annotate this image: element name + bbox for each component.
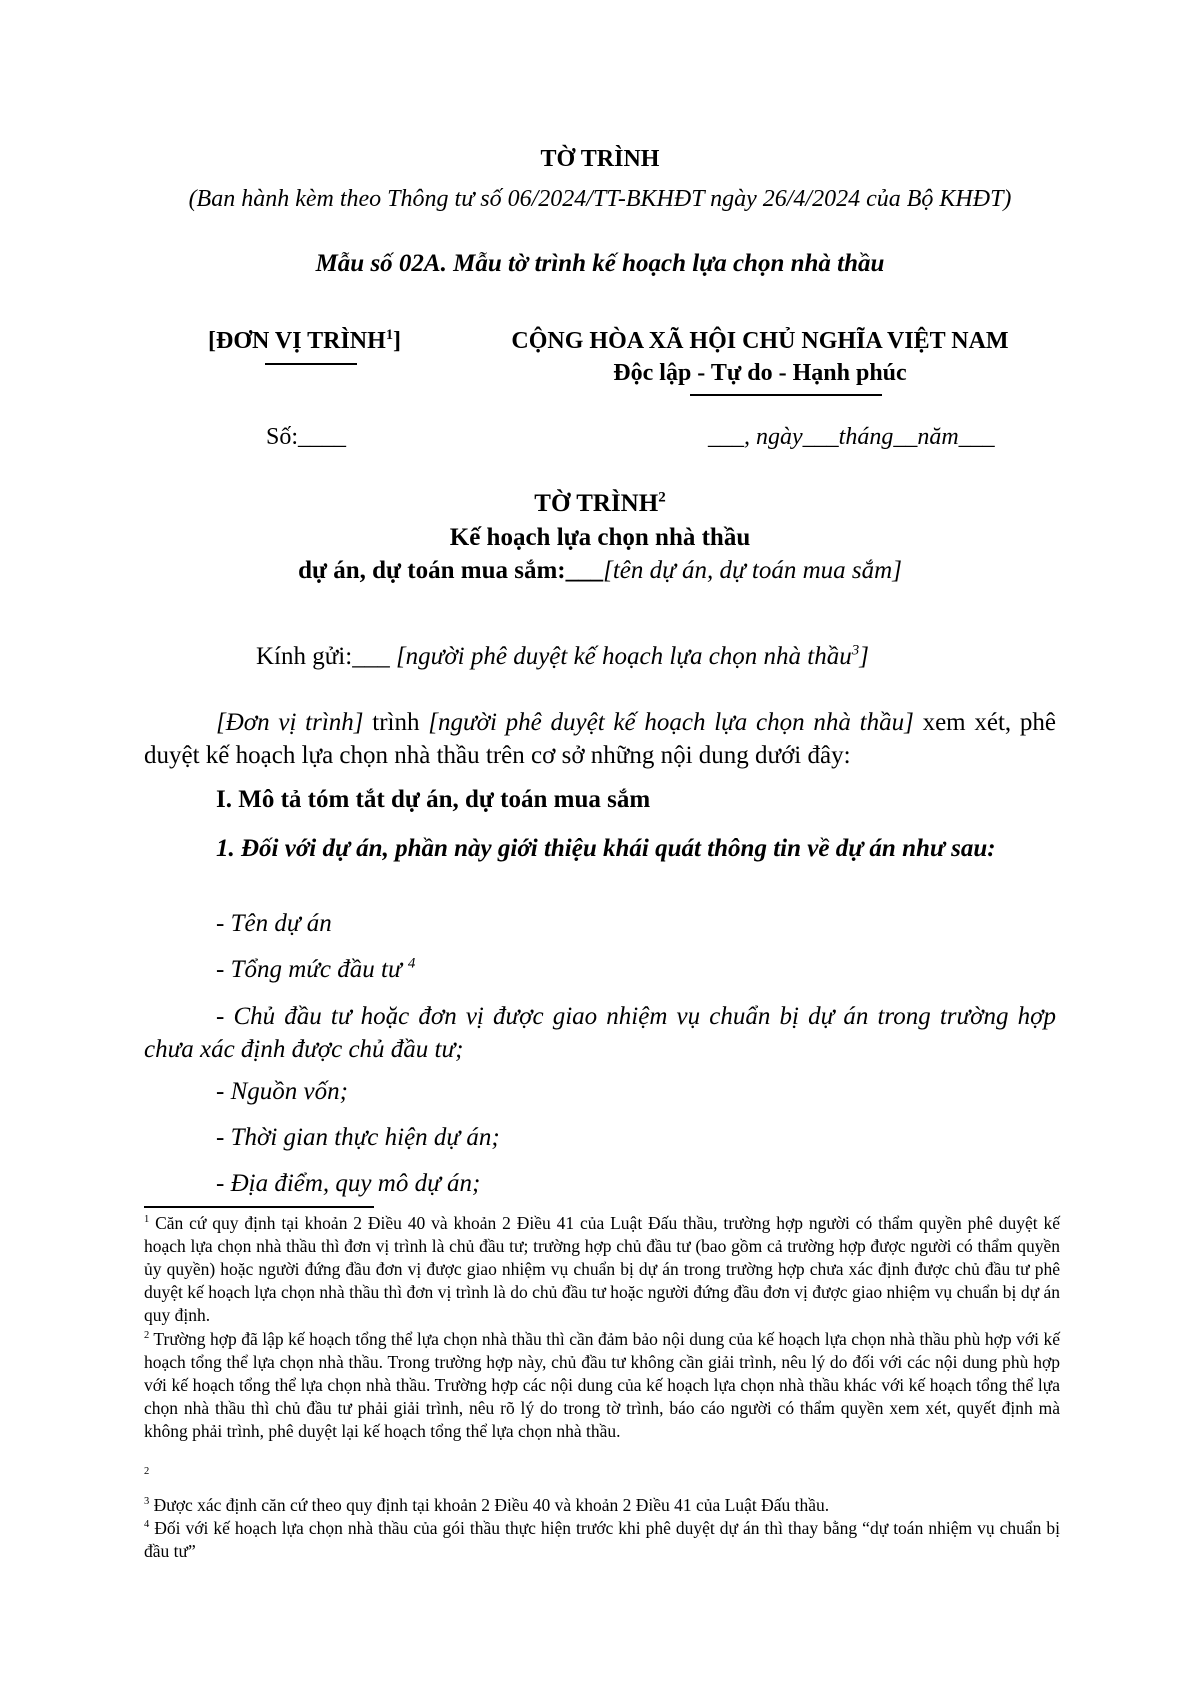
page-title: TỜ TRÌNH xyxy=(540,146,660,172)
list-item: - Chủ đầu tư hoặc đơn vị được giao nhiệm vụ chuẩn bị dự án trong trường hợp chưa xác định được chủ đầu tư; xyxy=(144,1003,1056,1063)
list-item: - Tổng mức đầu tư $^4$ xyxy=(216,955,416,983)
doc-subject: Kế hoạch lựa chọn nhà thầu xyxy=(449,524,751,551)
footnote-1: $^1$ Căn cứ quy định tại khoản 2 Điều 40 và khoản 2 Điều 41 của Luật Đấu thầu, trường hợp người có thẩm quyền phê duyệt kế hoạch lựa chọn nhà thầu thì đơn vị trình là chủ đầu tư; trường hợp chủ đầu tư (bao gồm cả trường hợp được người có thẩm quyền ủy quyền) hoặc người đứng đầu đơn vị được giao nhiệm vụ chuẩn bị dự án trong trường hợp chưa xác định được chủ đầu tư phê duyệt kế hoạch lựa chọn nhà thầu thì đơn vị trình là do chủ đầu tư hoặc người đứng đầu đơn vị được giao nhiệm vụ chuẩn bị dự án quy định. xyxy=(144,1213,1060,1325)
footnote-2: $^2$ Trường hợp đã lập kế hoạch tổng thể lựa chọn nhà thầu thì cần đảm bảo nội dung của kế hoạch lựa chọn nhà thầu phù hợp với kế hoạch tổng thể lựa chọn nhà thầu. Trong trường hợp này, chủ đầu tư không cần giải trình, nêu lý do đối với các nội dung phù hợp với kế hoạch tổng thể lựa chọn nhà thầu. Trường hợp các nội dung của kế hoạch lựa chọn nhà thầu khác với kế hoạch tổng thể lựa chọn nhà thầu thì chủ đầu tư phải giải trình, nêu rõ lý do trong tờ trình, báo cáo người có thẩm quyền xem xét, quyết định mà không phải trình, phê duyệt lại kế hoạch tổng thể lựa chọn nhà thầu. xyxy=(144,1329,1060,1441)
intro-paragraph: [Đơn vị trình] trình [người phê duyệt kế hoạch lựa chọn nhà thầu] xem xét, phê duyệt kế hoạch lựa chọn nhà thầu trên cơ sở những nội dung dưới đây: xyxy=(144,709,1056,769)
motto-underline xyxy=(690,394,882,396)
submitting-unit: [ĐƠN VỊ TRÌNH$^1$] xyxy=(208,327,402,354)
doc-project: dự án, dự toán mua sắm:___[tên dự án, dự toán mua sắm] xyxy=(298,557,902,584)
footnote-3: $^3$ Được xác định căn cứ theo quy định tại khoản 2 Điều 40 và khoản 2 Điều 41 của Luật Đấu thầu. xyxy=(144,1495,830,1515)
subsection-heading: 1. Đối với dự án, phần này giới thiệu khái quát thông tin về dự án như sau: xyxy=(216,835,996,862)
document-date: ___, ngày___tháng__năm___ xyxy=(708,424,995,450)
list-item: - Địa điểm, quy mô dự án; xyxy=(216,1170,481,1197)
list-item: - Thời gian thực hiện dự án; xyxy=(216,1124,500,1151)
doc-title: TỜ TRÌNH$^2$ xyxy=(534,489,666,517)
country-name: CỘNG HÒA XÃ HỘI CHỦ NGHĨA VIỆT NAM xyxy=(511,328,1009,354)
unit-underline xyxy=(265,363,357,365)
motto: Độc lập - Tự do - Hạnh phúc xyxy=(613,360,907,386)
section-heading: I. Mô tả tóm tắt dự án, dự toán mua sắm xyxy=(216,786,651,813)
recipient: Kính gửi:___ [người phê duyệt kế hoạch lựa chọn nhà thầu$^3$] xyxy=(256,642,869,670)
page-subtitle: (Ban hành kèm theo Thông tư số 06/2024/TT-BKHĐT ngày 26/4/2024 của Bộ KHĐT) xyxy=(188,186,1012,212)
footnote-2-duplicate-mark: 2 xyxy=(144,1466,150,1478)
list-item: - Nguồn vốn; xyxy=(216,1078,348,1105)
footnote-4: $^4$ Đối với kế hoạch lựa chọn nhà thầu của gói thầu thực hiện trước khi phê duyệt dự án thì thay bằng “dự toán nhiệm vụ chuẩn bị đầu tư” xyxy=(144,1518,1060,1561)
list-item: - Tên dự án xyxy=(216,910,332,937)
form-name: Mẫu số 02A. Mẫu tờ trình kế hoạch lựa chọn nhà thầu xyxy=(315,250,885,277)
footnote-separator xyxy=(144,1206,374,1208)
document-number: Số:____ xyxy=(266,424,347,450)
